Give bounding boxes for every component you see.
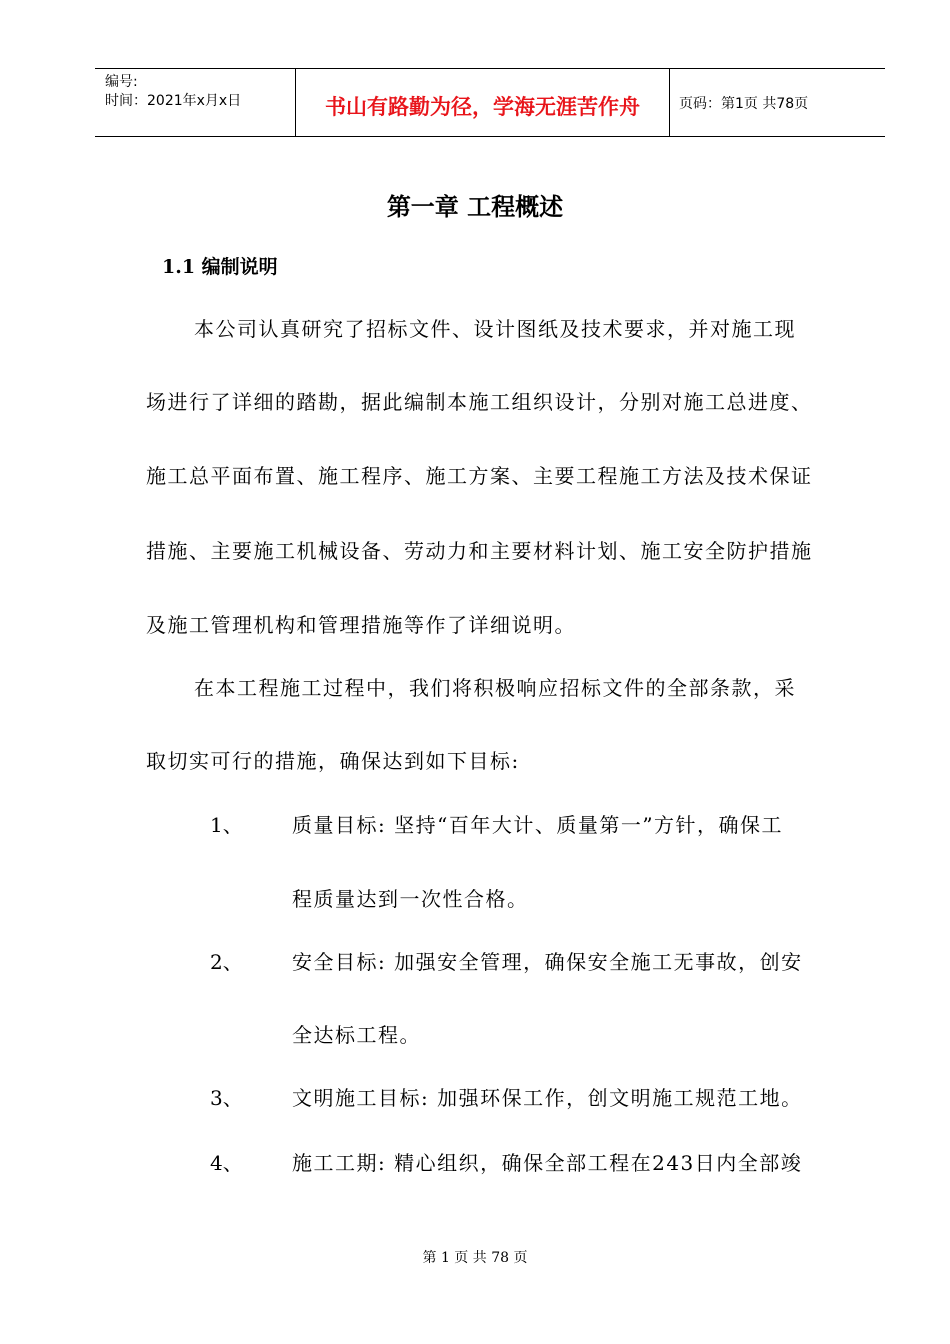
goal-text: 施工工期: 精心组织，确保全部工程在243日内全部竣 <box>292 1151 803 1175</box>
header-page-cell <box>669 69 885 136</box>
section-heading: 1.1 编制说明 <box>162 256 278 278</box>
paragraph-line: 场进行了详细的踏勘，据此编制本施工组织设计，分别对施工总进度、 <box>146 390 813 414</box>
paragraph-line: 及施工管理机构和管理措施等作了详细说明。 <box>146 613 576 637</box>
goal-text: 程质量达到一次性合格。 <box>292 887 529 911</box>
document-number-label: 编号: <box>105 74 138 90</box>
paragraph-line: 措施、主要施工机械设备、劳动力和主要材料计划、施工安全防护措施 <box>146 539 813 563</box>
paragraph-line: 施工总平面布置、施工程序、施工方案、主要工程施工方法及技术保证 <box>146 464 813 488</box>
document-time-label: 时间：2021年x月x日 <box>105 93 242 109</box>
paragraph-line: 本公司认真研究了招标文件、设计图纸及技术要求，并对施工现 <box>194 317 796 341</box>
goal-text: 文明施工目标: 加强环保工作，创文明施工规范工地。 <box>292 1086 803 1110</box>
goal-number: 4、 <box>210 1151 243 1175</box>
goal-number: 2、 <box>210 950 243 974</box>
paragraph-line: 在本工程施工过程中，我们将积极响应招标文件的全部条款，采 <box>194 676 796 700</box>
goal-text: 质量目标: 坚持“百年大计、质量第一”方针，确保工 <box>292 813 784 837</box>
page-header <box>95 68 885 137</box>
header-motto: 书山有路勤为径，学海无涯苦作舟 <box>325 95 640 119</box>
goal-text: 全达标工程。 <box>292 1023 421 1047</box>
goal-number: 3、 <box>210 1086 243 1110</box>
page-footer: 第 1 页 共 78 页 <box>422 1250 528 1266</box>
header-page-label: 页码：第1页 共78页 <box>679 96 809 112</box>
paragraph-line: 取切实可行的措施，确保达到如下目标: <box>146 749 520 773</box>
header-info-cell <box>95 69 295 136</box>
header-motto-cell <box>295 69 670 136</box>
goal-number: 1、 <box>210 813 243 837</box>
chapter-title: 第一章 工程概述 <box>386 193 564 221</box>
goal-text: 安全目标: 加强安全管理，确保安全施工无事故，创安 <box>292 950 803 974</box>
